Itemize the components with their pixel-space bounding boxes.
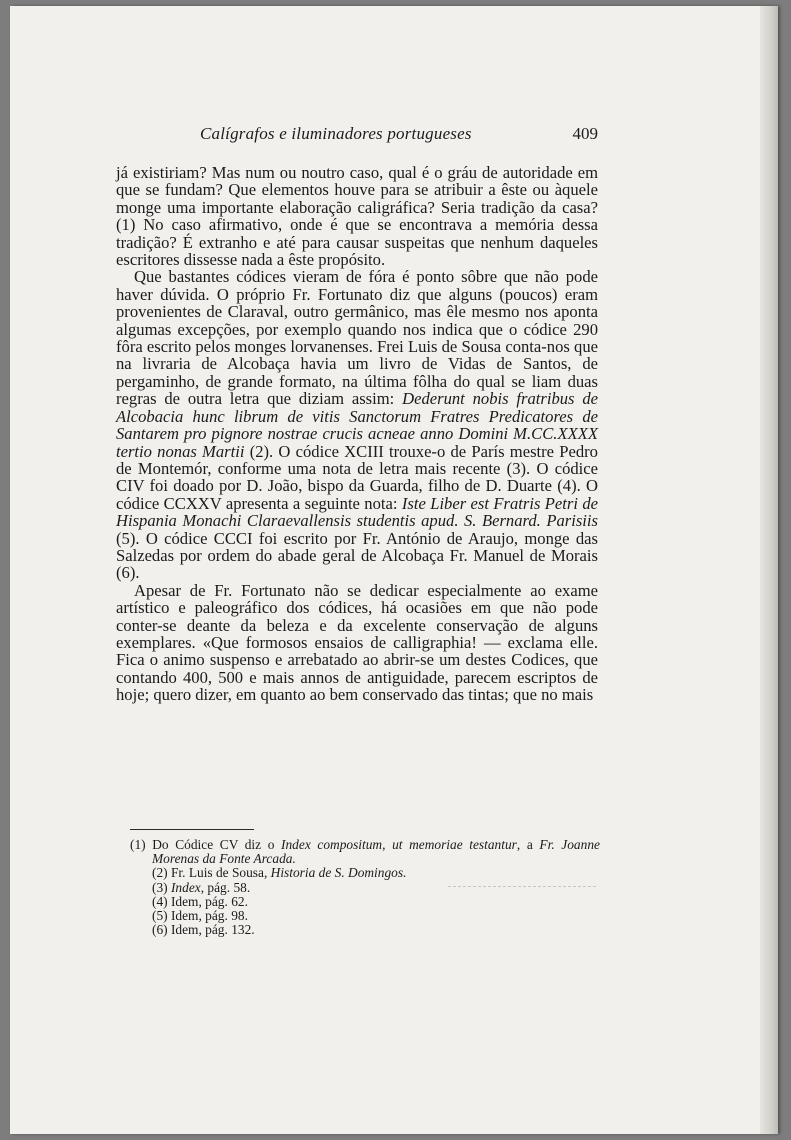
bleed-through-mark [448, 886, 596, 887]
footnote-5: (5) Idem, pág. 98. [152, 908, 248, 924]
footnote-3 [130, 881, 600, 895]
footnote-1-italic: Index compositum, ut memoriae testantur [281, 837, 517, 852]
footnote-1-text: (1) Do Códice CV diz o [130, 837, 282, 852]
footnote-3-italic: Index [170, 879, 201, 895]
paragraph-2-text-end: (5). O códice CCCI foi escrito por Fr. António de Araujo, monge das Salzedas por ordem do abade geral de Alcobaça Fr. Manuel de Morais (6). [116, 528, 598, 583]
footnote-rule [130, 829, 254, 830]
footnote-2 [130, 866, 600, 880]
latin-quote-2: Iste Liber est Fratris Petri de Hispania Monachi Claraevallensis studentis apud. S. Bernard. Parisiis [116, 493, 599, 531]
footnote-6: (6) Idem, pág. 132. [152, 922, 255, 938]
footnote-4: (4) Idem, pág. 62. [152, 893, 248, 909]
footnote-3-num: (3) [152, 879, 171, 895]
running-title: Calígrafos e iluminadores portugueses [200, 124, 472, 143]
footnote-1-sep: , a [516, 837, 540, 852]
paragraph-2-text: Que bastantes códices vieram de fóra é ponto sôbre que não pode haver dúvida. O próprio Fr. Fortunato diz que alguns (poucos) eram provenientes de Claraval, outro germânico, mas êle mesmo nos aponta algumas excepções, por exemplo quando nos indica que o códice 290 fôra escrito pelos monges lorvanenses. Frei Luis de Sousa conta-nos que na livraria de Alcobaça havia um livro de Vidas de Santos, de pergaminho, de grande formato, na última fôlha do qual se liam duas regras de outra letra que diziam assim: [116, 267, 598, 409]
footnote-1-italic-name: Fr. Joanne Morenas da Fonte Arcada. [152, 837, 600, 867]
paragraph-3: Apesar de Fr. Fortunato não se dedicar especialmente ao exame artístico e paleográfico dos códices, há ocasiões em que não pode conter-se deante da beleza e da excelente conservação de alguns exemplares. «Que formosos ensaios de calligraphia! — exclama elle. Fica o animo suspenso e arrebatado ao abrir-se um destes Codices, que contando 400, 500 e mais annos de antiguidade, parecem escriptos de hoje; quero dizer, em quanto ao bem conservado das tintas; que no mais [116, 580, 598, 705]
page-edge [760, 6, 778, 1134]
footnotes [130, 838, 600, 937]
paragraph-2 [116, 268, 598, 581]
footnote-3-text: , pág. 58. [200, 879, 251, 895]
page-header [120, 124, 598, 148]
body-text [116, 164, 598, 704]
footnote-2-italic: Historia de S. Domingos. [270, 865, 407, 881]
book-page [10, 6, 778, 1134]
page-number: 409 [572, 124, 598, 143]
footnote-1 [130, 838, 600, 866]
footnote-2-text: (2) Fr. Luis de Sousa, [152, 865, 271, 881]
paragraph-2-text-cont: (2). O códice XCIII trouxe-o de París mestre Pedro de Montemór, conforme uma nota de letra mais recente (3). O códice CIV foi doado por D. João, bispo da Guarda, filho de D. Duarte (4). O códice CCXXV apresenta a seguinte nota: [116, 441, 598, 513]
paragraph-1: já existiriam? Mas num ou noutro caso, qual é o gráu de autoridade em que se fundam? Que elementos houve para se atribuir a êste ou àquele monge uma importante elaboração caligráfica? Seria tradição da casa? (1) No caso afirmativo, onde é que se encontrava a memória dessa tradição? É extranho e até para causar suspeitas que nenhum daqueles escritores dissesse nada a êste propósito. [116, 163, 598, 270]
latin-quote-1: Dederunt nobis fratribus de Alcobacia hunc librum de vitis Sanctorum Fratres Predicatores de Santarem pro pignore nostrae crucis acneae anno Domini M.CC.XXXX tertio nonas Martii [116, 389, 598, 461]
